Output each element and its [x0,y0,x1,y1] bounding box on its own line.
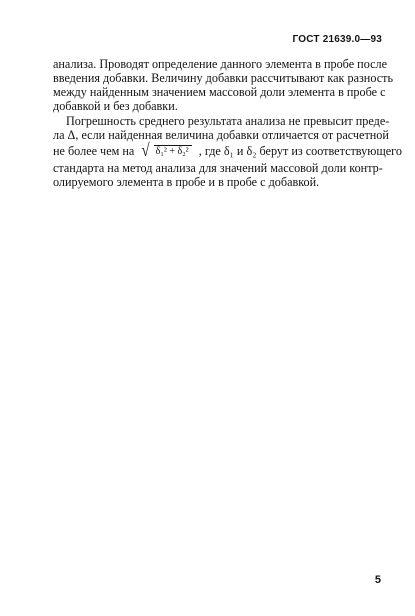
square-root-icon: √ [141,141,150,161]
text-line: стандарта на метод анализа для значений массовой доли контр- [53,161,383,175]
text-line: анализа. Проводят определение данного элемента в пробе после [53,57,388,71]
standard-header: ГОСТ 21639.0—93 [292,34,382,45]
text-line: Погрешность среднего результата анализа не превысит преде- [66,114,390,128]
formula-text-after: , где δ₁ и δ₂ берут из соответствующего [198,144,402,159]
formula-line [53,141,402,161]
text-line: добавкой и без добавки. [53,99,178,113]
formula-radicand: δ₁² + δ₂² [154,145,192,158]
formula-text-before: не более чем на [53,144,135,159]
text-line: между найденным значением массовой доли элемента в пробе с [53,85,386,99]
text-line: олируемого элемента в пробе и в пробе с добавкой. [53,175,320,189]
text-line: введения добавки. Величину добавки рассчитывают как разность [53,71,394,85]
page-number: 5 [374,574,381,586]
text-line: ла Δ, если найденная величина добавки отличается от расчетной [53,128,389,142]
